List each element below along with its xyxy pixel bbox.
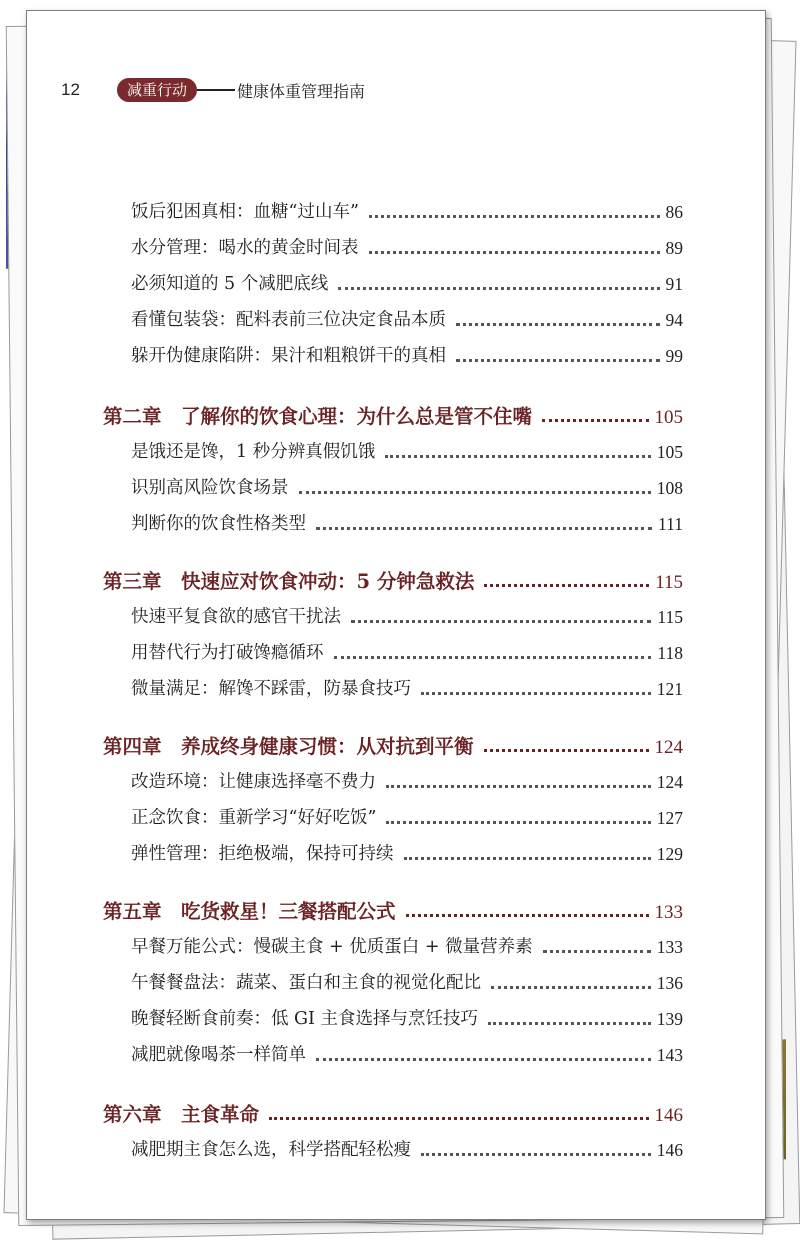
entry-title: 用替代行为打破馋瘾循环 xyxy=(131,643,324,663)
entry-title: 改造环境：让健康选择毫不费力 xyxy=(131,772,376,792)
dot-leader xyxy=(316,1058,651,1061)
entry-title: 微量满足：解馋不踩雷，防暴食技巧 xyxy=(131,679,411,699)
page-ref: 94 xyxy=(665,310,683,330)
page-number: 12 xyxy=(61,80,80,99)
entry-title: 判断你的饮食性格类型 xyxy=(131,514,306,534)
series-badge: 减重行动 xyxy=(117,78,197,102)
page-ref: 124 xyxy=(656,772,683,792)
dot-leader xyxy=(406,914,649,917)
page-ref: 127 xyxy=(656,808,683,828)
entry-title: 正念饮食：重新学习“好好吃饭” xyxy=(131,808,377,828)
entry-title: 午餐餐盘法：蔬菜、蛋白和主食的视觉化配比 xyxy=(131,973,481,993)
toc-chapter-row[interactable] xyxy=(103,731,683,759)
page-ref: 143 xyxy=(656,1045,683,1065)
page-ref: 86 xyxy=(665,202,683,222)
page-ref: 89 xyxy=(665,238,683,258)
toc-entry-row[interactable] xyxy=(131,638,683,664)
dot-leader xyxy=(421,1153,651,1156)
page-ref: 115 xyxy=(657,607,683,627)
chapter-title: 第五章 吃货救星！三餐搭配公式 xyxy=(103,900,396,923)
page-ref: 136 xyxy=(656,973,683,993)
dot-leader xyxy=(316,527,652,530)
page-ref: 133 xyxy=(656,937,683,957)
page-ref: 99 xyxy=(665,346,683,366)
dot-leader xyxy=(491,986,651,989)
dot-leader xyxy=(369,251,660,254)
page-ref: 118 xyxy=(657,643,683,663)
entry-title: 看懂包装袋：配料表前三位决定食品本质 xyxy=(131,310,446,330)
dot-leader xyxy=(543,950,651,953)
page-ref: 129 xyxy=(656,844,683,864)
page-ref: 146 xyxy=(654,1105,683,1126)
page-ref: 105 xyxy=(654,407,683,428)
page-ref: 133 xyxy=(654,902,683,923)
dot-leader xyxy=(404,857,651,860)
dot-leader xyxy=(386,785,651,788)
page-ref: 139 xyxy=(656,1009,683,1029)
entry-title: 饭后犯困真相：血糖“过山车” xyxy=(131,202,359,222)
entry-title: 躲开伪健康陷阱：果汁和粗粮饼干的真相 xyxy=(131,346,446,366)
toc-entry-row[interactable] xyxy=(131,509,683,535)
toc-entry-row[interactable] xyxy=(131,1040,683,1066)
page-ref: 105 xyxy=(656,442,683,462)
toc-chapter-row[interactable] xyxy=(103,1099,683,1127)
dot-leader xyxy=(456,359,660,362)
dot-leader xyxy=(484,749,649,752)
toc-page xyxy=(26,10,766,1220)
entry-title: 晚餐轻断食前奏：低 GI 主食选择与烹饪技巧 xyxy=(131,1009,479,1029)
dot-leader xyxy=(484,584,649,587)
entry-title: 必须知道的 5 个减肥底线 xyxy=(131,274,329,294)
entry-title: 识别高风险饮食场景 xyxy=(131,478,289,498)
entry-title: 减肥就像喝茶一样简单 xyxy=(131,1045,306,1065)
dot-leader xyxy=(421,692,651,695)
table-of-contents xyxy=(27,11,767,1221)
entry-title: 快速平复食欲的感官干扰法 xyxy=(131,607,341,627)
entry-title: 早餐万能公式：慢碳主食 + 优质蛋白 + 微量营养素 xyxy=(131,937,533,957)
toc-entry-row[interactable] xyxy=(131,839,683,865)
page-ref: 91 xyxy=(665,274,683,294)
chapter-title: 第二章 了解你的饮食心理：为什么总是管不住嘴 xyxy=(103,405,533,428)
dot-leader xyxy=(334,656,652,659)
toc-entry-row[interactable] xyxy=(131,305,683,331)
toc-entry-row[interactable] xyxy=(131,1004,683,1030)
toc-entry-row[interactable] xyxy=(131,437,683,463)
entry-title: 水分管理：喝水的黄金时间表 xyxy=(131,238,359,258)
toc-entry-row[interactable] xyxy=(131,674,683,700)
dot-leader xyxy=(338,287,659,290)
dot-leader xyxy=(542,419,648,422)
chapter-title: 第四章 养成终身健康习惯：从对抗到平衡 xyxy=(103,735,474,758)
page-ref: 115 xyxy=(655,572,683,593)
dot-leader xyxy=(488,1022,651,1025)
toc-chapter-row[interactable] xyxy=(103,896,683,924)
entry-title: 减肥期主食怎么选，科学搭配轻松瘦 xyxy=(131,1140,411,1160)
toc-entry-row[interactable] xyxy=(131,932,683,958)
page-ref: 146 xyxy=(656,1140,683,1160)
toc-entry-row[interactable] xyxy=(131,269,683,295)
dot-leader xyxy=(369,215,660,218)
page-ref: 111 xyxy=(658,514,683,534)
page-ref: 121 xyxy=(656,679,683,699)
chapter-title: 第三章 快速应对饮食冲动：5 分钟急救法 xyxy=(103,570,475,593)
toc-entry-row[interactable] xyxy=(131,197,683,223)
dot-leader xyxy=(385,455,651,458)
book-title: 健康体重管理指南 xyxy=(237,81,366,101)
toc-entry-row[interactable] xyxy=(131,968,683,994)
toc-entry-row[interactable] xyxy=(131,602,683,628)
page-ref: 108 xyxy=(656,478,683,498)
toc-entry-row[interactable] xyxy=(131,767,683,793)
dot-leader xyxy=(456,323,660,326)
toc-entry-row[interactable] xyxy=(131,473,683,499)
toc-chapter-row[interactable] xyxy=(103,566,683,594)
toc-entry-row[interactable] xyxy=(131,1135,683,1161)
dot-leader xyxy=(299,491,651,494)
toc-entry-row[interactable] xyxy=(131,803,683,829)
toc-chapter-row[interactable] xyxy=(103,401,683,429)
entry-title: 弹性管理：拒绝极端，保持可持续 xyxy=(131,844,394,864)
entry-title: 是饿还是馋，1 秒分辨真假饥饿 xyxy=(131,442,376,462)
dot-leader xyxy=(386,821,650,824)
dot-leader xyxy=(269,1117,648,1120)
chapter-title: 第六章 主食革命 xyxy=(103,1103,260,1126)
dot-leader xyxy=(351,620,651,623)
toc-entry-row[interactable] xyxy=(131,341,683,367)
page-ref: 124 xyxy=(654,737,683,758)
toc-entry-row[interactable] xyxy=(131,233,683,259)
